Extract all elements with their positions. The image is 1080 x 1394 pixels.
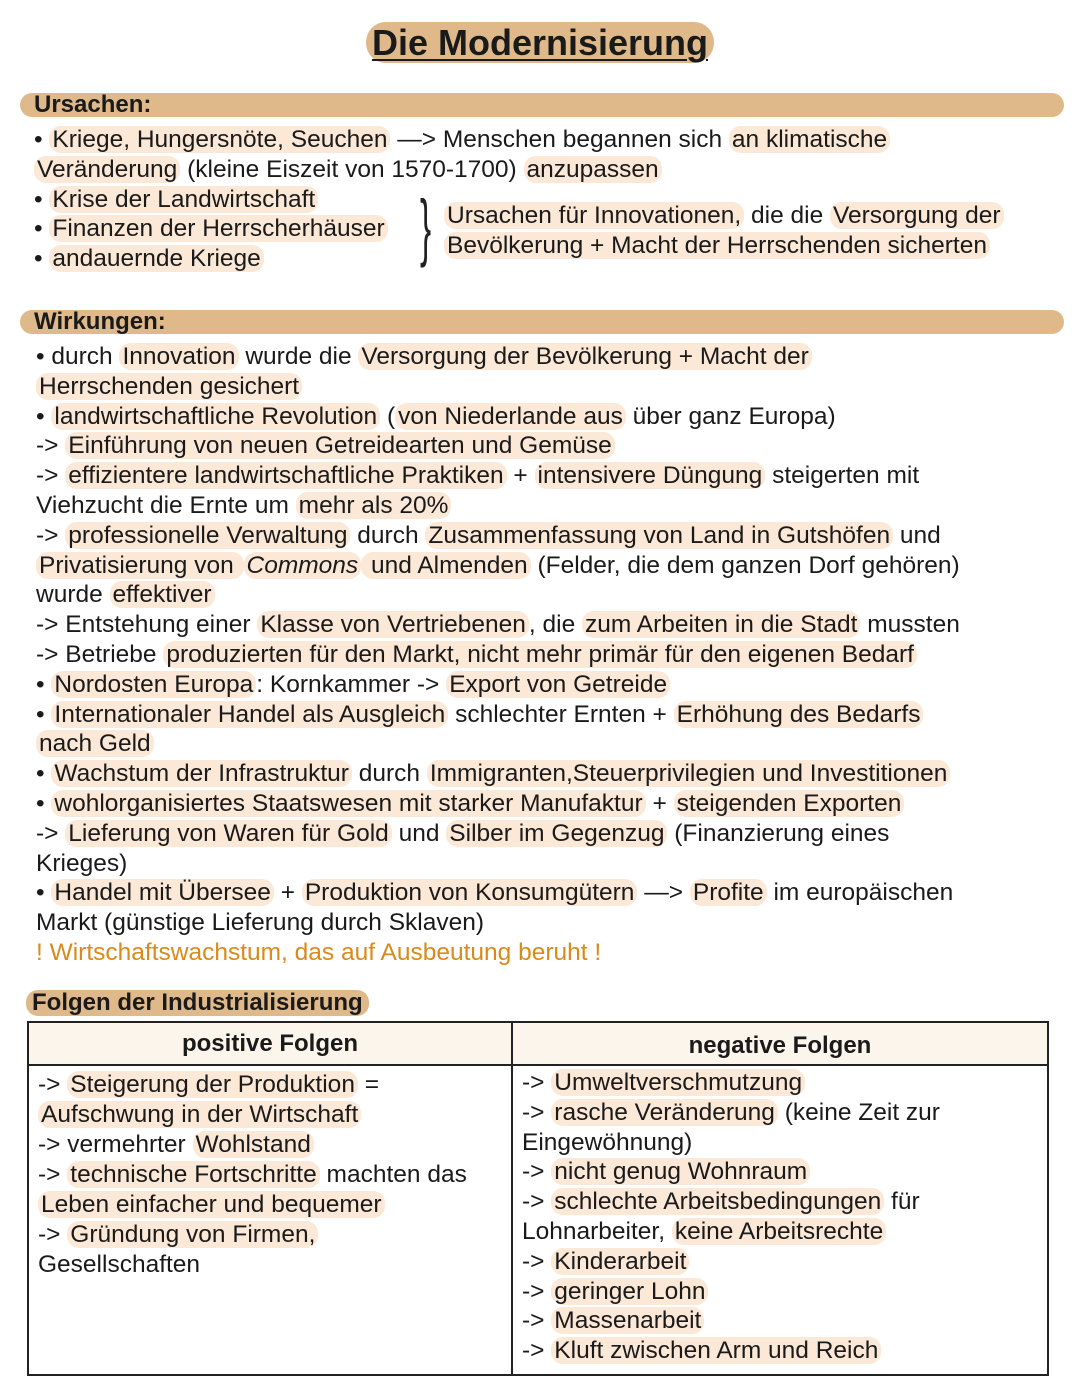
- highlighted-text: Kriege, Hungersnöte, Seuchen: [49, 126, 390, 153]
- text-line: [38, 1070, 467, 1100]
- highlighted-text: Lieferung von Waren für Gold: [65, 820, 392, 847]
- text-line: [36, 670, 960, 700]
- folgen-table: [27, 1021, 1049, 1376]
- text-line: [36, 580, 960, 610]
- highlighted-text: intensivere Düngung: [535, 462, 766, 489]
- text: -> Entstehung einer: [36, 611, 258, 639]
- text: durch: [351, 760, 427, 788]
- highlighted-text: keine Arbeitsrechte: [672, 1218, 886, 1245]
- text: •: [36, 760, 52, 788]
- text-line: [38, 1130, 467, 1160]
- highlighted-text: Versorgung der: [830, 202, 1004, 229]
- text: schlechter Ernten +: [448, 700, 674, 728]
- highlighted-text: und Almenden: [361, 552, 530, 579]
- highlighted-text: Wohlstand: [193, 1131, 314, 1158]
- text-line: [444, 231, 1004, 261]
- highlighted-text: Wachstum der Infrastruktur: [51, 760, 352, 787]
- title-text: Die Modernisierung: [366, 22, 714, 63]
- text: Lohnarbeiter,: [522, 1217, 672, 1245]
- text: ->: [36, 819, 66, 847]
- text-line: [36, 819, 960, 849]
- text-line: [444, 201, 1004, 231]
- text-line: [38, 1100, 467, 1130]
- highlighted-text: Massenarbeit: [551, 1307, 704, 1334]
- warning-text: ! Wirtschaftswachstum, das auf Ausbeutung beruht !: [36, 938, 602, 966]
- highlighted-text: geringer Lohn: [551, 1278, 708, 1305]
- highlighted-text: Nordosten Europa: [51, 671, 256, 698]
- highlighted-text: Export von Getreide: [446, 671, 670, 698]
- text-line: [36, 700, 960, 730]
- highlighted-text: Steigerung der Produktion: [67, 1071, 358, 1098]
- page-title: [0, 22, 1080, 64]
- highlighted-text: Kluft zwischen Arm und Reich: [551, 1337, 881, 1364]
- highlighted-text: rasche Veränderung: [551, 1099, 778, 1126]
- highlighted-text: Silber im Gegenzug: [446, 820, 667, 847]
- text: Krieges): [36, 849, 128, 877]
- highlighted-text: Ursachen für Innovationen,: [444, 202, 744, 229]
- highlighted-text: Innovation: [119, 343, 238, 370]
- highlighted-text: mehr als 20%: [296, 492, 452, 519]
- text: (Finanzierung eines: [667, 819, 890, 847]
- text-line: [36, 878, 960, 908]
- highlighted-text: Commons: [244, 552, 362, 579]
- text: ->: [522, 1307, 552, 1335]
- text-line: [36, 759, 960, 789]
- text: +: [273, 879, 302, 907]
- text: (keine Zeit zur: [777, 1098, 940, 1126]
- folgen-heading: Folgen der Industrialisierung: [26, 990, 369, 1016]
- text-line: [34, 125, 890, 155]
- text: ->: [522, 1337, 552, 1365]
- text: steigerten mit: [765, 462, 920, 490]
- text-line: [522, 1217, 940, 1247]
- text-line: [34, 155, 890, 185]
- highlighted-text: Bevölkerung + Macht der Herrschenden sicherten: [444, 232, 990, 259]
- highlighted-text: Internationaler Handel als Ausgleich: [51, 701, 448, 728]
- text: +: [506, 462, 535, 490]
- text-line: [38, 1160, 467, 1190]
- text: ->: [36, 462, 66, 490]
- text: für: [884, 1188, 920, 1216]
- highlighted-text: steigenden Exporten: [674, 790, 905, 817]
- text: •: [36, 402, 52, 430]
- text: ->: [38, 1161, 68, 1188]
- wirkungen-list: [36, 342, 960, 968]
- text: •: [34, 185, 50, 213]
- highlighted-text: landwirtschaftliche Revolution: [51, 403, 380, 430]
- highlighted-text: Versorgung der Bevölkerung + Macht der: [358, 343, 811, 370]
- highlighted-text: anzupassen: [524, 156, 662, 183]
- text-line: [36, 342, 960, 372]
- highlighted-text: produzierten für den Markt, nicht mehr primär für den eigenen Bedarf: [163, 641, 917, 668]
- highlighted-text: Privatisierung von: [36, 552, 244, 579]
- text-line: [522, 1247, 940, 1277]
- highlighted-text: professionelle Verwaltung: [65, 522, 350, 549]
- text: ->: [522, 1098, 552, 1126]
- text: —>: [637, 879, 690, 907]
- highlighted-text: Umweltverschmutzung: [551, 1069, 805, 1096]
- text-line: [522, 1306, 940, 1336]
- text: -> Betriebe: [36, 640, 164, 668]
- ursachen-heading: Ursachen:: [20, 93, 1064, 117]
- text: (Felder, die dem ganzen Dorf gehören): [530, 551, 960, 579]
- text: Markt (günstige Lieferung durch Sklaven): [36, 909, 485, 937]
- highlighted-text: Leben einfacher und bequemer: [38, 1191, 385, 1218]
- curly-brace-icon: }: [420, 185, 432, 268]
- highlighted-text: Klasse von Vertriebenen: [257, 611, 529, 638]
- text-line: [522, 1157, 940, 1187]
- text: Gesellschaften: [38, 1251, 201, 1278]
- text-line: [522, 1336, 940, 1366]
- highlighted-text: schlechte Arbeitsbedingungen: [551, 1188, 884, 1215]
- column-divider: [511, 1023, 513, 1374]
- text-line: [36, 431, 960, 461]
- text: durch: [350, 521, 426, 549]
- wirkungen-heading: Wirkungen:: [20, 310, 1064, 334]
- highlighted-text: Herrschenden gesichert: [36, 373, 302, 400]
- text: ->: [522, 1188, 552, 1216]
- text: +: [645, 789, 674, 817]
- text-line: [36, 849, 960, 879]
- text: •: [34, 245, 50, 273]
- highlighted-text: Veränderung: [34, 156, 180, 183]
- highlighted-text: nach Geld: [36, 730, 154, 757]
- text: machten das: [319, 1161, 467, 1188]
- highlighted-text: Gründung von Firmen,: [67, 1221, 318, 1248]
- highlighted-text: andauernde Kriege: [49, 245, 263, 272]
- text-line: [522, 1187, 940, 1217]
- text: ->: [36, 521, 66, 549]
- highlighted-text: effektiver: [110, 581, 215, 608]
- highlighted-text: Immigranten,Steuerprivilegien und Investitionen: [427, 760, 951, 787]
- text: -> vermehrter: [38, 1131, 193, 1158]
- text-line: [36, 551, 960, 581]
- negative-header: negative Folgen: [688, 1032, 872, 1059]
- highlighted-text: Krise der Landwirtschaft: [49, 186, 318, 213]
- negative-list: [522, 1068, 940, 1366]
- text: über ganz Europa): [625, 402, 836, 430]
- text: • durch: [36, 343, 120, 370]
- text: Viehzucht die Ernte um: [36, 491, 296, 519]
- text: (: [380, 402, 396, 430]
- highlighted-text: Profite: [690, 879, 767, 906]
- text-line: [36, 729, 960, 759]
- text: und: [391, 819, 447, 847]
- text: —> Menschen begannen sich: [390, 126, 729, 153]
- text: •: [36, 700, 52, 728]
- text: ->: [522, 1158, 552, 1186]
- positive-list: [38, 1070, 467, 1280]
- text: •: [36, 789, 52, 817]
- text-line: [36, 640, 960, 670]
- text-line: [36, 461, 960, 491]
- text-line: [38, 1220, 467, 1250]
- highlighted-text: Erhöhung des Bedarfs: [674, 701, 924, 728]
- highlighted-text: nicht genug Wohnraum: [551, 1158, 810, 1185]
- text: ->: [522, 1277, 552, 1305]
- text: (kleine Eiszeit von 1570-1700): [180, 155, 524, 183]
- text: •: [36, 670, 52, 698]
- text-line: [522, 1128, 940, 1158]
- text-line: [36, 908, 960, 938]
- text-line: [522, 1277, 940, 1307]
- highlighted-text: von Niederlande aus: [395, 403, 626, 430]
- text: und: [893, 521, 941, 549]
- text: •: [36, 879, 52, 907]
- text-line: [36, 491, 960, 521]
- highlighted-text: Handel mit Übersee: [51, 879, 274, 906]
- highlighted-text: Kinderarbeit: [551, 1248, 689, 1275]
- text-line: [38, 1190, 467, 1220]
- highlighted-text: effizientere landwirtschaftliche Praktiken: [65, 462, 506, 489]
- text: wurde die: [238, 343, 359, 370]
- text-line: [38, 1250, 467, 1280]
- text: ->: [38, 1071, 68, 1098]
- text-line: [36, 521, 960, 551]
- positive-header: positive Folgen: [181, 1030, 358, 1057]
- text-line: [522, 1098, 940, 1128]
- highlighted-text: technische Fortschritte: [67, 1161, 319, 1188]
- text: ->: [522, 1247, 552, 1275]
- ursachen-summary: [444, 201, 1004, 261]
- text: ->: [522, 1069, 552, 1096]
- text-line: [36, 789, 960, 819]
- highlighted-text: Einführung von neuen Getreidearten und Gemüse: [65, 432, 614, 459]
- text: •: [34, 126, 50, 153]
- text-line: [36, 402, 960, 432]
- highlighted-text: an klimatische: [729, 126, 890, 153]
- highlighted-text: wohlorganisiertes Staatswesen mit starker Manufaktur: [51, 790, 645, 817]
- highlighted-text: Aufschwung in der Wirtschaft: [38, 1101, 361, 1128]
- text: •: [34, 215, 50, 243]
- text-line: [522, 1068, 940, 1098]
- text: =: [357, 1071, 380, 1098]
- text: ->: [38, 1221, 68, 1248]
- text: ->: [36, 432, 66, 460]
- text-line: [36, 938, 960, 968]
- text-line: [36, 610, 960, 640]
- text: wurde: [36, 581, 110, 609]
- text-line: [36, 372, 960, 402]
- text: Eingewöhnung): [522, 1128, 693, 1156]
- highlighted-text: Produktion von Konsumgütern: [302, 879, 638, 906]
- text: die die: [744, 202, 830, 229]
- text: im europäischen: [766, 879, 954, 907]
- text: mussten: [860, 611, 960, 639]
- text: : Kornkammer ->: [256, 670, 447, 698]
- highlighted-text: zum Arbeiten in die Stadt: [582, 611, 860, 638]
- highlighted-text: Finanzen der Herrscherhäuser: [49, 215, 387, 242]
- highlighted-text: Zusammenfassung von Land in Gutshöfen: [425, 522, 893, 549]
- text: , die: [528, 611, 583, 639]
